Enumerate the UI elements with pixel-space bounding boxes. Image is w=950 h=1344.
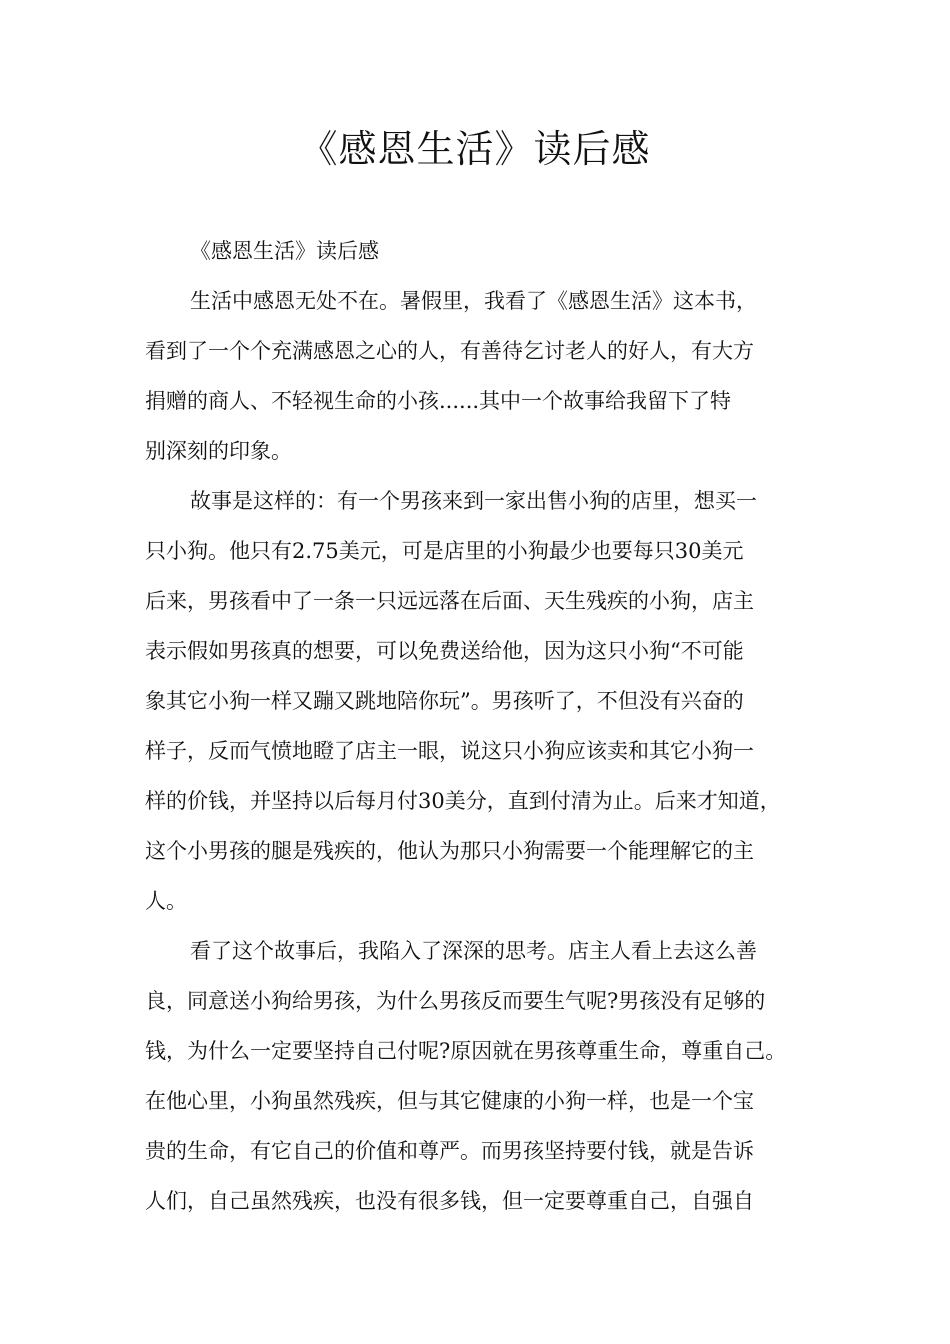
paragraph-2-line-7: 样的价钱，并坚持以后每月付30美分，直到付清为止。后来才知道，: [145, 789, 781, 813]
paragraph-3-line-2: 良，同意送小狗给男孩，为什么男孩反而要生气呢?男孩没有足够的: [145, 989, 766, 1013]
paragraph-3-line-1: 看了这个故事后，我陷入了深深的思考。店主人看上去这么善: [190, 939, 757, 963]
paragraph-1-line-2: 看到了一个个充满感恩之心的人，有善待乞讨老人的好人，有大方: [145, 339, 754, 363]
document-title: 《感恩生活》读后感: [299, 127, 651, 171]
paragraph-2-line-8: 这个小男孩的腿是残疾的，他认为那只小狗需要一个能理解它的主: [145, 839, 754, 863]
paragraph-3-line-3: 钱，为什么一定要坚持自己付呢?原因就在男孩尊重生命，尊重自己。: [145, 1039, 787, 1063]
paragraph-2-line-2: 只小狗。他只有2.75美元，可是店里的小狗最少也要每只30美元: [145, 539, 744, 563]
paragraph-3-line-4: 在他心里，小狗虽然残疾，但与其它健康的小狗一样，也是一个宝: [145, 1089, 754, 1113]
paragraph-1-line-3: 捐赠的商人、不轻视生命的小孩......其中一个故事给我留下了特: [145, 389, 732, 413]
paragraph-2-line-5: 象其它小狗一样又蹦又跳地陪你玩”。男孩听了，不但没有兴奋的: [145, 689, 744, 713]
paragraph-2-line-4: 表示假如男孩真的想要，可以免费送给他，因为这只小狗“不可能: [145, 639, 744, 663]
paragraph-2-line-3: 后来，男孩看中了一条一只远远落在后面、天生残疾的小狗，店主: [145, 589, 754, 613]
subtitle-line: 《感恩生活》读后感: [190, 239, 379, 263]
paragraph-2-line-6: 样子，反而气愤地瞪了店主一眼，说这只小狗应该卖和其它小狗一: [145, 739, 754, 763]
paragraph-1-line-1: 生活中感恩无处不在。暑假里，我看了《感恩生活》这本书，: [190, 289, 757, 313]
paragraph-2-line-9: 人。: [145, 889, 187, 913]
paragraph-3-line-6: 人们，自己虽然残疾，也没有很多钱，但一定要尊重自己，自强自: [145, 1189, 754, 1213]
paragraph-1-line-4: 别深刻的印象。: [145, 439, 292, 463]
paragraph-3-line-5: 贵的生命，有它自己的价值和尊严。而男孩坚持要付钱，就是告诉: [145, 1139, 754, 1163]
paragraph-2-line-1: 故事是这样的：有一个男孩来到一家出售小狗的店里，想买一: [190, 489, 757, 513]
